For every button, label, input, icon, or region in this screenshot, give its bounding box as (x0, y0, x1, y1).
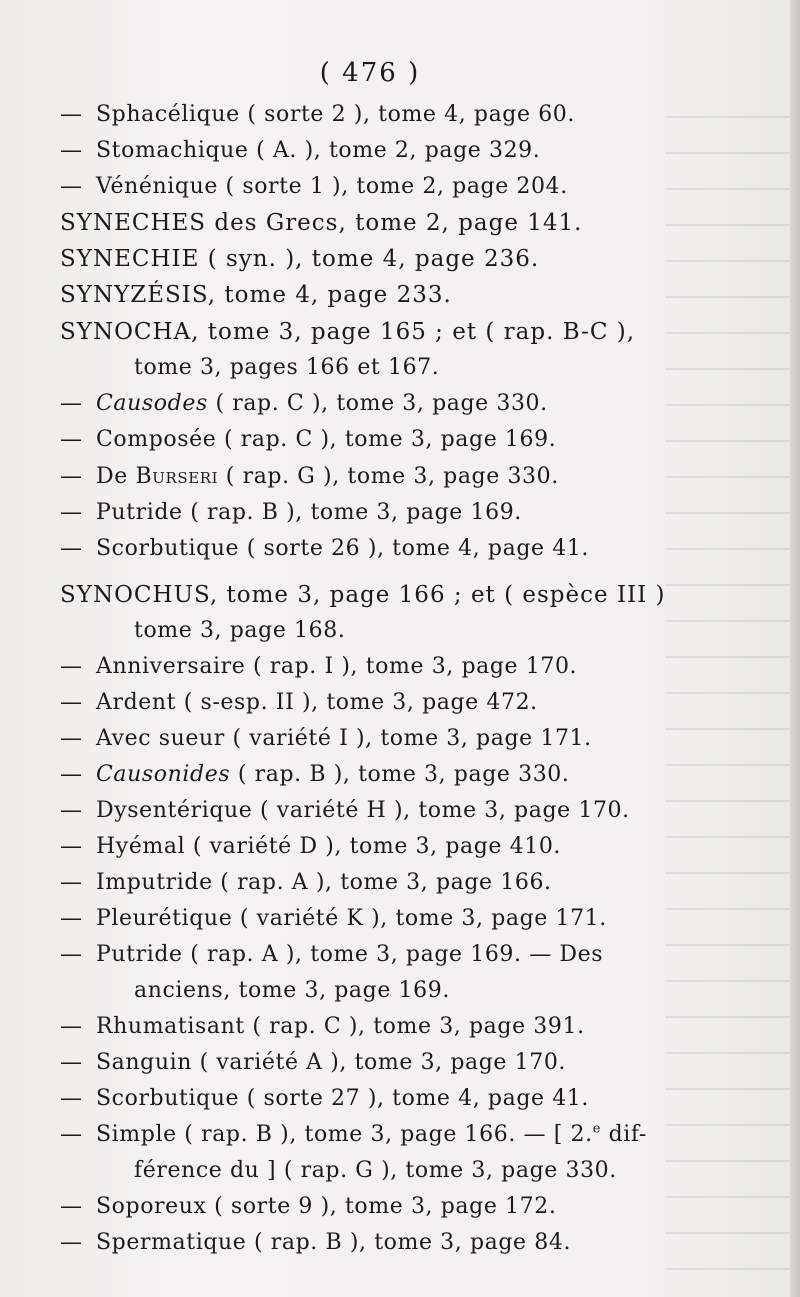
entry-text: anciens, tome 3, page 169. (134, 978, 450, 1003)
index-subentry (60, 1012, 585, 1042)
entry-text: Imputride ( rap. A ), tome 3, page 166. (96, 870, 552, 895)
entry-text: férence du ] ( rap. G ), tome 3, page 330. (134, 1158, 617, 1183)
entry-text: ( rap. C ), tome 3, page 330. (207, 391, 548, 416)
index-continuation (134, 616, 345, 646)
entry-text: ( rap. G ), tome 3, page 330. (218, 464, 559, 489)
index-subentry (60, 832, 561, 862)
index-subentry (60, 760, 570, 790)
entry-text: Pleurétique ( variété K ), tome 3, page 171. (96, 906, 607, 931)
entry-text: SYNECHIE ( syn. ), tome 4, page 236. (60, 246, 540, 272)
index-subentry (60, 796, 630, 826)
entry-text: SYNOCHUS, tome 3, page 166 ; et ( espèce III ) (60, 582, 666, 608)
entry-prefix: Simple ( rap. B ), tome 3, page 166. — [ 2. (96, 1122, 593, 1147)
entry-text: Hyémal ( variété D ), tome 3, page 410. (96, 834, 562, 859)
entry-text: Ardent ( s-esp. II ), tome 3, page 472. (96, 690, 538, 715)
entry-italic-term: Causonides (96, 762, 231, 787)
entry-dash: — (60, 762, 83, 787)
entry-dash: — (60, 427, 83, 452)
entry-text: Dysentérique ( variété H ), tome 3, page 170. (96, 798, 630, 823)
entry-small-caps-name: Burseri (135, 464, 219, 489)
index-continuation (134, 1156, 617, 1186)
entry-text: Putride ( rap. B ), tome 3, page 169. (96, 500, 522, 525)
index-subentry (60, 425, 556, 455)
index-heading (60, 280, 452, 310)
index-subentry (60, 688, 538, 718)
entry-dash: — (60, 500, 83, 525)
index-heading (60, 208, 582, 238)
entry-text: Spermatique ( rap. B ), tome 3, page 84. (96, 1230, 572, 1255)
entry-text: Avec sueur ( variété I ), tome 3, page 171. (96, 726, 592, 751)
entry-text: ( rap. B ), tome 3, page 330. (230, 762, 570, 787)
entry-dash: — (60, 726, 83, 751)
index-subentry (60, 136, 540, 166)
entry-text: SYNYZÉSIS, tome 4, page 233. (60, 282, 452, 308)
entry-dash: — (60, 690, 83, 715)
index-subentry (60, 868, 552, 898)
page-number-header: ( 476 ) (319, 58, 421, 88)
index-continuation (134, 976, 450, 1006)
index-heading (60, 244, 539, 274)
index-subentry (60, 652, 577, 682)
index-subentry (60, 1048, 566, 1078)
entry-text: dif- (600, 1122, 647, 1147)
entry-dash: — (60, 536, 83, 561)
index-subentry (60, 100, 575, 130)
index-subentry (60, 498, 522, 528)
index-subentry (60, 1120, 647, 1150)
entry-text: Scorbutique ( sorte 27 ), tome 4, page 41. (96, 1086, 590, 1111)
entry-dash: — (60, 834, 83, 859)
entry-text: Rhumatisant ( rap. C ), tome 3, page 391. (96, 1014, 585, 1039)
index-subentry (60, 1084, 589, 1114)
entry-text: Stomachique ( A. ), tome 2, page 329. (96, 138, 541, 163)
entry-dash: — (60, 1014, 83, 1039)
entry-dash: — (60, 654, 83, 679)
entry-dash: — (60, 1194, 83, 1219)
entry-dash: — (60, 798, 83, 823)
entry-dash: — (60, 1050, 83, 1075)
entry-dash: — (60, 870, 83, 895)
entry-dash: — (60, 906, 83, 931)
entry-dash: — (60, 391, 83, 416)
entry-dash: — (60, 942, 83, 967)
index-subentry (60, 724, 592, 754)
index-subentry (60, 1228, 571, 1258)
entry-text: SYNECHES des Grecs, tome 2, page 141. (60, 210, 583, 236)
entry-text: SYNOCHA, tome 3, page 165 ; et ( rap. B-C ), (60, 319, 636, 345)
index-subentry (60, 940, 603, 970)
entry-dash: — (60, 102, 83, 127)
entry-text: tome 3, page 168. (134, 618, 346, 643)
index-subentry (60, 462, 559, 492)
index-subentry (60, 904, 607, 934)
entry-text: Anniversaire ( rap. I ), tome 3, page 170. (96, 654, 578, 679)
entry-text: Sanguin ( variété A ), tome 3, page 170. (96, 1050, 567, 1075)
index-continuation (134, 353, 439, 383)
entry-text: Composée ( rap. C ), tome 3, page 169. (96, 427, 557, 452)
entry-text: Vénénique ( sorte 1 ), tome 2, page 204. (96, 174, 568, 199)
entry-text: Scorbutique ( sorte 26 ), tome 4, page 41. (96, 536, 590, 561)
index-heading (60, 580, 666, 610)
superscript: e (592, 1121, 601, 1137)
entry-text: Soporeux ( sorte 9 ), tome 3, page 172. (96, 1194, 557, 1219)
index-heading (60, 317, 635, 347)
entry-text: Sphacélique ( sorte 2 ), tome 4, page 60. (96, 102, 575, 127)
entry-dash: — (60, 1122, 83, 1147)
entry-dash: — (60, 464, 83, 489)
entry-dash: — (60, 1086, 83, 1111)
index-subentry (60, 172, 568, 202)
index-subentry (60, 534, 589, 564)
entry-dash: — (60, 174, 83, 199)
entry-dash: — (60, 138, 83, 163)
index-subentry (60, 389, 548, 419)
entry-dash: — (60, 1230, 83, 1255)
index-subentry (60, 1192, 556, 1222)
entry-prefix: De (96, 464, 136, 489)
entry-text: tome 3, pages 166 et 167. (134, 355, 440, 380)
entry-text: Putride ( rap. A ), tome 3, page 169. — Des (96, 942, 604, 967)
entry-italic-term: Causodes (96, 391, 208, 416)
